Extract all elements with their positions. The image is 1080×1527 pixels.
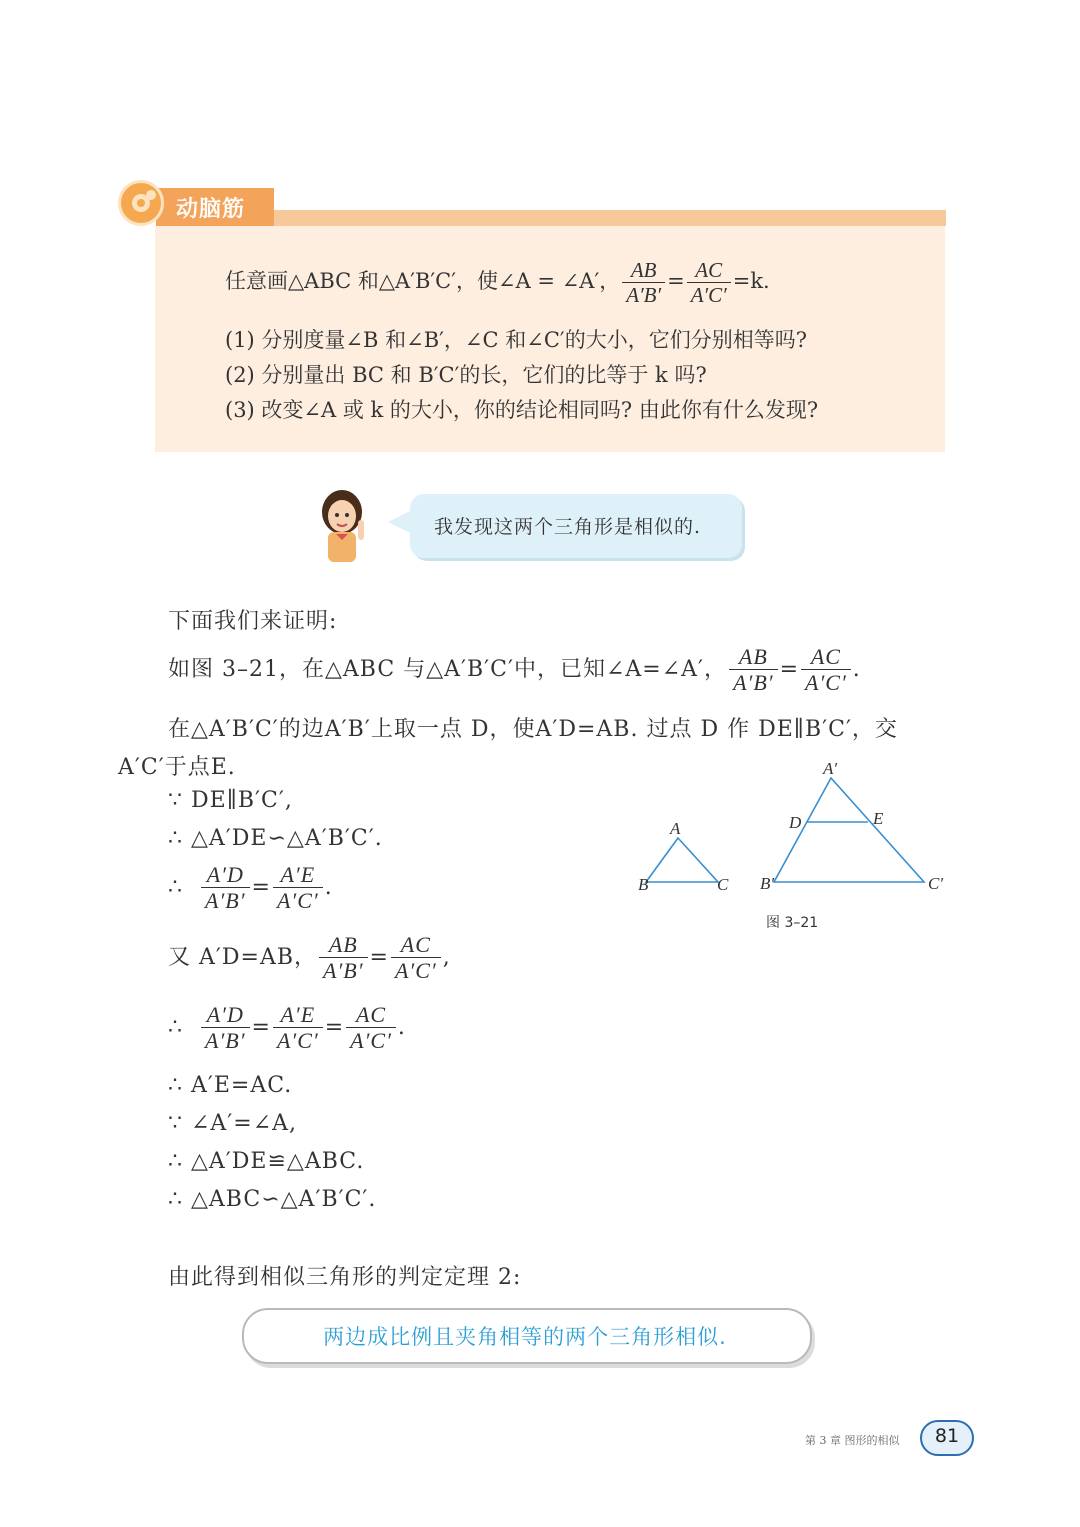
triangle-abc [646,838,718,882]
proof-step-1: ∵ DE∥B′C′, [168,788,293,813]
label-d: D [789,813,802,832]
figure-caption: 图 3–21 [766,915,819,931]
proof-given: 如图 3–21，在△ABC 与△A′B′C′中，已知∠A=∠A′， $\frac{AB}{A'B'}$ = $\frac{AC}{A'C'}$ . [168,644,861,696]
girl-avatar [312,486,376,566]
label-b: B [638,875,649,894]
label-c-prime: C′ [928,874,944,893]
theorem-text: 两边成比例且夹角相等的两个三角形相似. [323,1325,727,1349]
proof-step-7: ∵ ∠A′=∠A, [168,1111,298,1136]
figure-3-21 [620,755,960,945]
question-3: (3) 改变∠A 或 k 的大小，你的结论相同吗? 由此你有什么发现? [225,398,819,422]
think-box-title: 动脑筋 [176,197,246,222]
chapter-label: 第 3 章 图形的相似 [805,1434,900,1447]
label-c: C [717,875,729,894]
proof-step-8: ∴ △A′DE≌△ABC. [168,1149,365,1174]
label-a-prime: A′ [823,759,838,778]
proof-step-6: ∴ A′E=AC. [168,1073,293,1098]
question-1: (1) 分别度量∠B 和∠B′，∠C 和∠C′的大小，它们分别相等吗? [225,328,807,352]
think-intro: 任意画△ABC 和△A′B′C′，使∠A = ∠A′， $\frac{AB}{A'B'}$ = $\frac{AC}{A'C'}$ =k. [225,258,770,308]
proof-construct-line2: A′C′于点E. [118,755,236,780]
page-number: 81 [934,1425,960,1447]
label-b-prime: B′ [760,874,775,893]
speech-bubble-tail [388,510,412,534]
proof-intro: 下面我们来证明: [168,609,338,634]
proof-step-2: ∴ △A′DE∽△A′B′C′. [168,826,383,851]
label-e: E [873,809,884,828]
speech-text: 我发现这两个三角形是相似的. [434,516,702,538]
think-box-header [118,180,946,226]
header-bar [268,210,946,226]
proof-step-4: 又 A′D=AB， $\frac{AB}{A'B'}$ = $\frac{AC}{A'C'}$ , [168,932,451,984]
proof-step-5: ∴ $\frac{A'D}{A'B'}$ = $\frac{A'E}{A'C'}$ = $\frac{AC}{A'C'}$ . [168,1002,406,1054]
proof-step-9: ∴ △ABC∽△A′B′C′. [168,1187,377,1212]
conclusion-lead: 由此得到相似三角形的判定定理 2: [168,1265,522,1290]
label-a: A [670,819,681,838]
gear-icon [118,180,164,226]
proof-step-3: ∴ $\frac{A'D}{A'B'}$ = $\frac{A'E}{A'C'}$ . [168,862,333,914]
question-2: (2) 分别量出 BC 和 B′C′的长，它们的比等于 k 吗? [225,363,707,387]
proof-construct-line1: 在△A′B′C′的边A′B′上取一点 D，使A′D=AB. 过点 D 作 DE∥B′C′，交 [168,717,898,742]
